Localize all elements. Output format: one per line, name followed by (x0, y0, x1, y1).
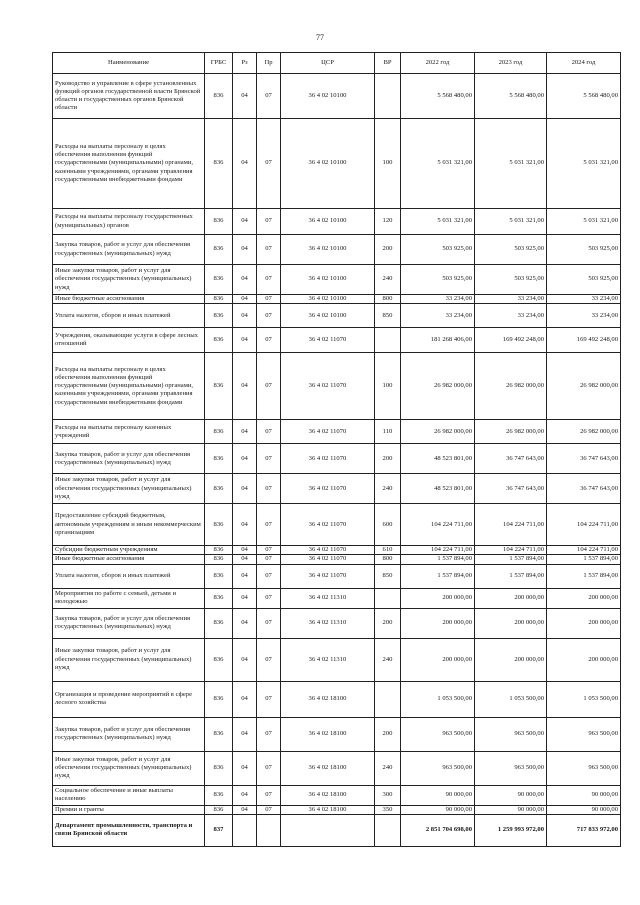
cell-name: Учреждения, оказывающие услуги в сфере лесных отношений (53, 328, 205, 353)
cell-y2024: 503 925,00 (547, 235, 621, 265)
table-row (53, 328, 621, 353)
cell-vr: 100 (375, 353, 401, 420)
cell-rz: 04 (233, 608, 257, 638)
table-row (53, 681, 621, 717)
cell-name: Иные закупки товаров, работ и услуг для обеспечения государственных (муниципальных) нужд (53, 474, 205, 504)
cell-name: Мероприятия по работе с семьей, детьми и молодежью (53, 588, 205, 608)
cell-grbs: 836 (205, 805, 233, 814)
cell-y2022: 1 537 894,00 (401, 555, 475, 564)
cell-grbs: 836 (205, 420, 233, 444)
cell-y2023: 36 747 643,00 (475, 444, 547, 474)
cell-y2022: 48 523 801,00 (401, 444, 475, 474)
cell-rz: 04 (233, 474, 257, 504)
cell-csr: 36 4 02 10100 (281, 74, 375, 119)
cell-csr: 36 4 02 18100 (281, 805, 375, 814)
cell-csr: 36 4 02 11310 (281, 588, 375, 608)
cell-y2024: 26 982 000,00 (547, 420, 621, 444)
cell-rz: 04 (233, 681, 257, 717)
cell-y2023: 963 500,00 (475, 717, 547, 751)
cell-y2024: 200 000,00 (547, 588, 621, 608)
page-number: 77 (316, 33, 324, 42)
cell-name: Иные закупки товаров, работ и услуг для обеспечения государственных (муниципальных) нужд (53, 751, 205, 785)
cell-y2022: 33 234,00 (401, 295, 475, 304)
cell-y2022: 90 000,00 (401, 785, 475, 805)
cell-y2024: 200 000,00 (547, 608, 621, 638)
cell-csr: 36 4 02 11070 (281, 546, 375, 555)
cell-rz: 04 (233, 785, 257, 805)
table-row (53, 420, 621, 444)
cell-grbs: 836 (205, 555, 233, 564)
cell-pr: 07 (257, 805, 281, 814)
cell-vr: 200 (375, 608, 401, 638)
cell-name: Департамент промышленности, транспорта и связи Брянской области (53, 814, 205, 846)
cell-grbs: 836 (205, 209, 233, 235)
cell-y2023: 169 492 248,00 (475, 328, 547, 353)
table-row (53, 235, 621, 265)
cell-y2022: 90 000,00 (401, 805, 475, 814)
col-header-2024: 2024 год (547, 53, 621, 74)
cell-y2023: 963 500,00 (475, 751, 547, 785)
cell-y2023: 36 747 643,00 (475, 474, 547, 504)
cell-y2024: 1 053 500,00 (547, 681, 621, 717)
cell-y2023: 26 982 000,00 (475, 353, 547, 420)
cell-grbs: 836 (205, 681, 233, 717)
cell-pr: 07 (257, 546, 281, 555)
cell-grbs: 836 (205, 119, 233, 209)
cell-y2022: 1 537 894,00 (401, 564, 475, 588)
cell-rz: 04 (233, 119, 257, 209)
cell-y2024: 1 537 894,00 (547, 555, 621, 564)
cell-vr: 240 (375, 265, 401, 295)
cell-y2024: 963 500,00 (547, 717, 621, 751)
cell-y2024: 36 747 643,00 (547, 474, 621, 504)
table-row (53, 504, 621, 546)
cell-y2024: 33 234,00 (547, 304, 621, 328)
cell-vr: 600 (375, 504, 401, 546)
cell-vr: 800 (375, 555, 401, 564)
cell-y2023: 5 031 321,00 (475, 209, 547, 235)
cell-csr: 36 4 02 10100 (281, 265, 375, 295)
table-row (53, 608, 621, 638)
cell-y2022: 48 523 801,00 (401, 474, 475, 504)
cell-pr: 07 (257, 304, 281, 328)
col-header-name: Наименование (53, 53, 205, 74)
cell-csr: 36 4 02 11070 (281, 504, 375, 546)
cell-y2022: 963 500,00 (401, 717, 475, 751)
cell-rz: 04 (233, 588, 257, 608)
cell-grbs: 836 (205, 265, 233, 295)
cell-vr: 240 (375, 638, 401, 681)
cell-pr: 07 (257, 504, 281, 546)
cell-y2023: 503 925,00 (475, 235, 547, 265)
cell-name: Расходы на выплаты персоналу государственных (муниципальных) органов (53, 209, 205, 235)
cell-rz: 04 (233, 353, 257, 420)
cell-name: Социальное обеспечение и иные выплаты населению (53, 785, 205, 805)
cell-name: Закупка товаров, работ и услуг для обеспечения государственных (муниципальных) нужд (53, 235, 205, 265)
cell-pr: 07 (257, 588, 281, 608)
cell-y2023: 90 000,00 (475, 805, 547, 814)
cell-grbs: 836 (205, 588, 233, 608)
cell-y2023: 90 000,00 (475, 785, 547, 805)
cell-csr (281, 814, 375, 846)
cell-csr: 36 4 02 11070 (281, 555, 375, 564)
cell-y2022: 200 000,00 (401, 608, 475, 638)
cell-csr: 36 4 02 11310 (281, 608, 375, 638)
cell-y2022: 26 982 000,00 (401, 353, 475, 420)
cell-y2024: 5 031 321,00 (547, 209, 621, 235)
cell-csr: 36 4 02 18100 (281, 785, 375, 805)
cell-y2022: 503 925,00 (401, 265, 475, 295)
cell-y2023: 5 568 480,00 (475, 74, 547, 119)
table-row (53, 209, 621, 235)
cell-rz: 04 (233, 504, 257, 546)
cell-rz: 04 (233, 209, 257, 235)
cell-rz: 04 (233, 805, 257, 814)
table-row (53, 295, 621, 304)
cell-vr: 200 (375, 444, 401, 474)
cell-pr: 07 (257, 681, 281, 717)
cell-name: Иные закупки товаров, работ и услуг для обеспечения государственных (муниципальных) нужд (53, 638, 205, 681)
cell-csr: 36 4 02 11070 (281, 564, 375, 588)
cell-pr: 07 (257, 608, 281, 638)
cell-y2022: 200 000,00 (401, 638, 475, 681)
cell-y2023: 26 982 000,00 (475, 420, 547, 444)
cell-y2022: 33 234,00 (401, 304, 475, 328)
cell-csr: 36 4 02 11070 (281, 420, 375, 444)
cell-y2022: 1 053 500,00 (401, 681, 475, 717)
cell-name: Закупка товаров, работ и услуг для обеспечения государственных (муниципальных) нужд (53, 608, 205, 638)
table-row (53, 588, 621, 608)
header-row (53, 53, 621, 74)
cell-grbs: 836 (205, 751, 233, 785)
cell-y2024: 200 000,00 (547, 638, 621, 681)
cell-name: Расходы на выплаты персоналу казенных учреждений (53, 420, 205, 444)
cell-pr: 07 (257, 785, 281, 805)
cell-y2022: 5 031 321,00 (401, 209, 475, 235)
cell-pr: 07 (257, 209, 281, 235)
cell-csr: 36 4 02 18100 (281, 717, 375, 751)
cell-name: Иные бюджетные ассигнования (53, 555, 205, 564)
cell-pr: 07 (257, 444, 281, 474)
cell-csr: 36 4 02 10100 (281, 304, 375, 328)
cell-y2022: 5 568 480,00 (401, 74, 475, 119)
cell-y2023: 33 234,00 (475, 304, 547, 328)
cell-y2022: 200 000,00 (401, 588, 475, 608)
cell-grbs: 836 (205, 353, 233, 420)
table-row (53, 265, 621, 295)
cell-y2022: 104 224 711,00 (401, 504, 475, 546)
cell-y2024: 36 747 643,00 (547, 444, 621, 474)
cell-csr: 36 4 02 11070 (281, 328, 375, 353)
cell-pr: 07 (257, 328, 281, 353)
cell-grbs: 836 (205, 444, 233, 474)
cell-name: Иные бюджетные ассигнования (53, 295, 205, 304)
cell-y2024: 33 234,00 (547, 295, 621, 304)
cell-y2024: 90 000,00 (547, 805, 621, 814)
table-row (53, 751, 621, 785)
cell-vr: 200 (375, 717, 401, 751)
cell-y2023: 1 259 993 972,00 (475, 814, 547, 846)
cell-rz: 04 (233, 564, 257, 588)
cell-vr: 800 (375, 295, 401, 304)
col-header-rz: Рз (233, 53, 257, 74)
table-row (53, 555, 621, 564)
cell-grbs: 836 (205, 546, 233, 555)
cell-vr (375, 74, 401, 119)
cell-vr: 850 (375, 564, 401, 588)
cell-rz: 04 (233, 235, 257, 265)
cell-y2022: 5 031 321,00 (401, 119, 475, 209)
cell-csr: 36 4 02 10100 (281, 235, 375, 265)
col-header-2023: 2023 год (475, 53, 547, 74)
cell-rz: 04 (233, 265, 257, 295)
cell-y2023: 104 224 711,00 (475, 504, 547, 546)
cell-csr: 36 4 02 10100 (281, 119, 375, 209)
cell-y2022: 2 851 704 698,00 (401, 814, 475, 846)
cell-vr: 200 (375, 235, 401, 265)
cell-rz: 04 (233, 304, 257, 328)
cell-y2022: 503 925,00 (401, 235, 475, 265)
cell-y2022: 963 500,00 (401, 751, 475, 785)
cell-rz: 04 (233, 546, 257, 555)
cell-vr: 110 (375, 420, 401, 444)
cell-y2023: 503 925,00 (475, 265, 547, 295)
table-row (53, 304, 621, 328)
cell-rz: 04 (233, 420, 257, 444)
cell-pr: 07 (257, 265, 281, 295)
cell-pr: 07 (257, 555, 281, 564)
table-row (53, 717, 621, 751)
cell-grbs: 837 (205, 814, 233, 846)
cell-name: Субсидии бюджетным учреждениям (53, 546, 205, 555)
cell-rz: 04 (233, 328, 257, 353)
cell-pr: 07 (257, 638, 281, 681)
table-row (53, 74, 621, 119)
cell-y2023: 1 053 500,00 (475, 681, 547, 717)
table-row (53, 546, 621, 555)
cell-pr: 07 (257, 74, 281, 119)
cell-y2024: 90 000,00 (547, 785, 621, 805)
cell-y2022: 181 268 406,00 (401, 328, 475, 353)
cell-vr: 240 (375, 474, 401, 504)
cell-y2023: 200 000,00 (475, 638, 547, 681)
cell-pr: 07 (257, 474, 281, 504)
cell-pr (257, 814, 281, 846)
cell-y2024: 104 224 711,00 (547, 546, 621, 555)
cell-rz: 04 (233, 638, 257, 681)
cell-grbs: 836 (205, 564, 233, 588)
cell-vr: 300 (375, 785, 401, 805)
col-header-2022: 2022 год (401, 53, 475, 74)
table-row (53, 474, 621, 504)
col-header-pr: Пр (257, 53, 281, 74)
cell-y2024: 1 537 894,00 (547, 564, 621, 588)
cell-vr: 350 (375, 805, 401, 814)
cell-name: Уплата налогов, сборов и иных платежей (53, 304, 205, 328)
table-row (53, 805, 621, 814)
cell-grbs: 836 (205, 235, 233, 265)
cell-name: Предоставление субсидий бюджетным, автономным учреждениям и иным некоммерческим организациям (53, 504, 205, 546)
cell-rz: 04 (233, 555, 257, 564)
table-row (53, 119, 621, 209)
cell-vr: 850 (375, 304, 401, 328)
cell-y2022: 26 982 000,00 (401, 420, 475, 444)
cell-pr: 07 (257, 717, 281, 751)
cell-y2023: 104 224 711,00 (475, 546, 547, 555)
cell-y2023: 200 000,00 (475, 588, 547, 608)
table-row (53, 638, 621, 681)
cell-name: Иные закупки товаров, работ и услуг для обеспечения государственных (муниципальных) нужд (53, 265, 205, 295)
cell-name: Руководство и управление в сфере установленных функций органов государственной власти Брянской области и государственных органов Брянской области (53, 74, 205, 119)
cell-csr: 36 4 02 11070 (281, 353, 375, 420)
cell-csr: 36 4 02 11070 (281, 474, 375, 504)
table-row (53, 814, 621, 846)
cell-csr: 36 4 02 11070 (281, 444, 375, 474)
cell-grbs: 836 (205, 504, 233, 546)
table-row (53, 564, 621, 588)
cell-y2024: 963 500,00 (547, 751, 621, 785)
cell-pr: 07 (257, 295, 281, 304)
cell-vr (375, 588, 401, 608)
cell-grbs: 836 (205, 474, 233, 504)
cell-name: Закупка товаров, работ и услуг для обеспечения государственных (муниципальных) нужд (53, 444, 205, 474)
cell-pr: 07 (257, 420, 281, 444)
cell-y2024: 717 833 972,00 (547, 814, 621, 846)
cell-name: Организация и проведение мероприятий в сфере лесного хозяйства (53, 681, 205, 717)
cell-y2023: 1 537 894,00 (475, 555, 547, 564)
cell-y2023: 200 000,00 (475, 608, 547, 638)
cell-rz: 04 (233, 295, 257, 304)
cell-vr (375, 328, 401, 353)
cell-vr: 610 (375, 546, 401, 555)
cell-vr: 100 (375, 119, 401, 209)
cell-pr: 07 (257, 564, 281, 588)
cell-rz (233, 814, 257, 846)
cell-name: Уплата налогов, сборов и иных платежей (53, 564, 205, 588)
cell-y2023: 33 234,00 (475, 295, 547, 304)
cell-name: Закупка товаров, работ и услуг для обеспечения государственных (муниципальных) нужд (53, 717, 205, 751)
cell-y2022: 104 224 711,00 (401, 546, 475, 555)
cell-vr (375, 814, 401, 846)
cell-grbs: 836 (205, 74, 233, 119)
cell-grbs: 836 (205, 638, 233, 681)
col-header-vr: ВР (375, 53, 401, 74)
col-header-csr: ЦСР (281, 53, 375, 74)
cell-rz: 04 (233, 751, 257, 785)
cell-vr (375, 681, 401, 717)
table-row (53, 353, 621, 420)
cell-csr: 36 4 02 10100 (281, 295, 375, 304)
cell-y2024: 169 492 248,00 (547, 328, 621, 353)
cell-grbs: 836 (205, 304, 233, 328)
cell-pr: 07 (257, 353, 281, 420)
cell-y2024: 5 568 480,00 (547, 74, 621, 119)
cell-pr: 07 (257, 235, 281, 265)
cell-pr: 07 (257, 119, 281, 209)
table-row (53, 785, 621, 805)
cell-csr: 36 4 02 18100 (281, 681, 375, 717)
cell-y2024: 5 031 321,00 (547, 119, 621, 209)
cell-name: Премии и гранты (53, 805, 205, 814)
cell-vr: 240 (375, 751, 401, 785)
cell-pr: 07 (257, 751, 281, 785)
cell-rz: 04 (233, 444, 257, 474)
cell-rz: 04 (233, 74, 257, 119)
cell-csr: 36 4 02 10100 (281, 209, 375, 235)
cell-grbs: 836 (205, 295, 233, 304)
cell-y2024: 503 925,00 (547, 265, 621, 295)
cell-name: Расходы на выплаты персоналу в целях обеспечения выполнения функций государственными (муниципальными) органами, казенными учреждениями, органами управления государственными внебюджетными фондами (53, 353, 205, 420)
budget-table (52, 52, 621, 847)
cell-rz: 04 (233, 717, 257, 751)
cell-csr: 36 4 02 11310 (281, 638, 375, 681)
cell-grbs: 836 (205, 328, 233, 353)
cell-y2023: 5 031 321,00 (475, 119, 547, 209)
cell-y2024: 26 982 000,00 (547, 353, 621, 420)
cell-grbs: 836 (205, 717, 233, 751)
cell-name: Расходы на выплаты персоналу в целях обеспечения выполнения функций государственными (муниципальными) органами, казенными учреждениями, органами управления государственными внебюджетными фондами (53, 119, 205, 209)
col-header-grbs: ГРБС (205, 53, 233, 74)
cell-y2024: 104 224 711,00 (547, 504, 621, 546)
cell-csr: 36 4 02 18100 (281, 751, 375, 785)
cell-grbs: 836 (205, 608, 233, 638)
cell-y2023: 1 537 894,00 (475, 564, 547, 588)
table-row (53, 444, 621, 474)
cell-grbs: 836 (205, 785, 233, 805)
cell-vr: 120 (375, 209, 401, 235)
